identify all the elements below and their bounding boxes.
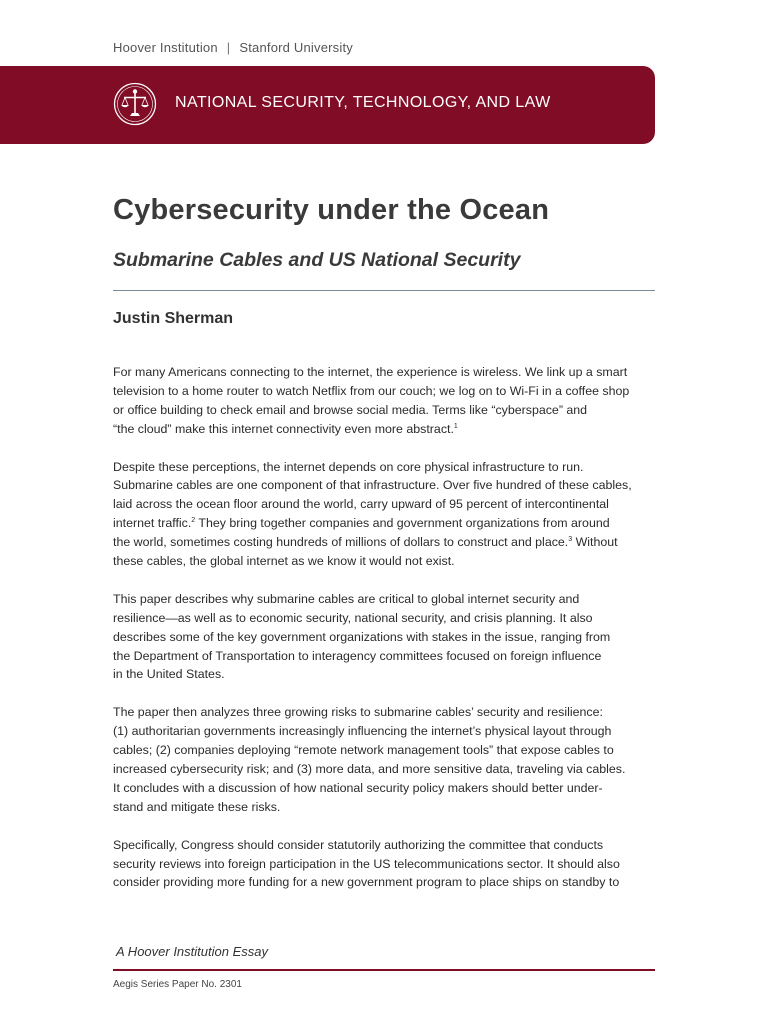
text-line: Specifically, Congress should consider statutorily authorizing the committee that conducts xyxy=(113,837,604,852)
text-line: in the United States. xyxy=(113,667,225,682)
text-line: This paper describes why submarine cables are critical to global internet security and xyxy=(113,591,580,606)
page-subtitle: Submarine Cables and US National Security xyxy=(113,249,521,271)
text-line: It concludes with a discussion of how national security policy makers should better under- xyxy=(113,780,603,795)
affiliation-line xyxy=(113,40,353,55)
paragraph-5 xyxy=(113,836,658,893)
footnote-ref-1: 1 xyxy=(453,422,458,430)
page-title: Cybersecurity under the Ocean xyxy=(113,194,550,226)
scales-of-justice-seal-icon xyxy=(113,82,157,126)
text-line: Despite these perceptions, the internet depends on core physical infrastructure to run. xyxy=(113,459,584,474)
text-line: The paper then analyzes three growing risks to submarine cables’ security and resilience: xyxy=(113,705,603,720)
text-segment: Without xyxy=(572,535,618,550)
text-line: cables; (2) companies deploying “remote network management tools” that expose cables to xyxy=(113,743,614,758)
footnote-ref-2: 2 xyxy=(191,517,196,525)
text-line xyxy=(113,533,658,552)
series-number: Aegis Series Paper No. 2301 xyxy=(113,979,242,990)
text-line: the Department of Transportation to interagency committees focused on foreign influence xyxy=(113,648,602,663)
text-segment: the world, sometimes costing hundreds of millions of dollars to construct and place. xyxy=(113,535,569,550)
paragraph-2 xyxy=(113,458,658,571)
text-line: laid across the ocean floor around the world, carry upward of 95 percent of intercontinental xyxy=(113,497,609,512)
text-line: Submarine cables are one component of that infrastructure. Over five hundred of these cables, xyxy=(113,478,632,493)
text-line: these cables, the global internet as we know it would not exist. xyxy=(113,554,455,569)
text-line xyxy=(113,420,658,439)
title-divider xyxy=(113,290,655,291)
paragraph-4 xyxy=(113,703,658,816)
text-line: (1) authoritarian governments increasingly influencing the internet’s physical layout through xyxy=(113,724,612,739)
essay-body xyxy=(113,363,658,911)
affiliation-separator: | xyxy=(226,40,231,55)
text-line: increased cybersecurity risk; and (3) more data, and more sensitive data, traveling via cables. xyxy=(113,761,626,776)
text-line: or office building to check email and browse social media. Terms like “cyberspace” and xyxy=(113,402,588,417)
text-line: describes some of the key government organizations with stakes in the issue, ranging from xyxy=(113,629,611,644)
text-segment: internet traffic. xyxy=(113,516,192,531)
program-banner xyxy=(0,66,655,144)
text-line: stand and mitigate these risks. xyxy=(113,799,281,814)
text-line: television to a home router to watch Netflix from our couch; we log on to Wi-Fi in a coffee shop xyxy=(113,383,630,398)
text-segment: “the cloud” make this internet connectivity even more abstract. xyxy=(113,421,454,436)
author-name: Justin Sherman xyxy=(113,310,234,327)
text-line xyxy=(113,514,658,533)
text-line: For many Americans connecting to the internet, the experience is wireless. We link up a smart xyxy=(113,365,628,379)
institution-name: Hoover Institution xyxy=(113,40,218,55)
university-name: Stanford University xyxy=(239,40,353,55)
text-line: resilience—as well as to economic security, national security, and crisis planning. It also xyxy=(113,610,593,625)
text-segment: They bring together companies and government organizations from around xyxy=(195,516,610,531)
text-line: security reviews into foreign participation in the US telecommunications sector. It should also xyxy=(113,856,620,871)
text-line: consider providing more funding for a new government program to place ships on standby to xyxy=(113,875,620,890)
program-name: NATIONAL SECURITY, TECHNOLOGY, AND LAW xyxy=(175,94,551,111)
footer-divider xyxy=(113,969,655,971)
essay-label: A Hoover Institution Essay xyxy=(116,944,268,959)
footnote-ref-3: 3 xyxy=(568,536,573,544)
paragraph-3 xyxy=(113,590,658,685)
paragraph-1 xyxy=(113,363,658,439)
